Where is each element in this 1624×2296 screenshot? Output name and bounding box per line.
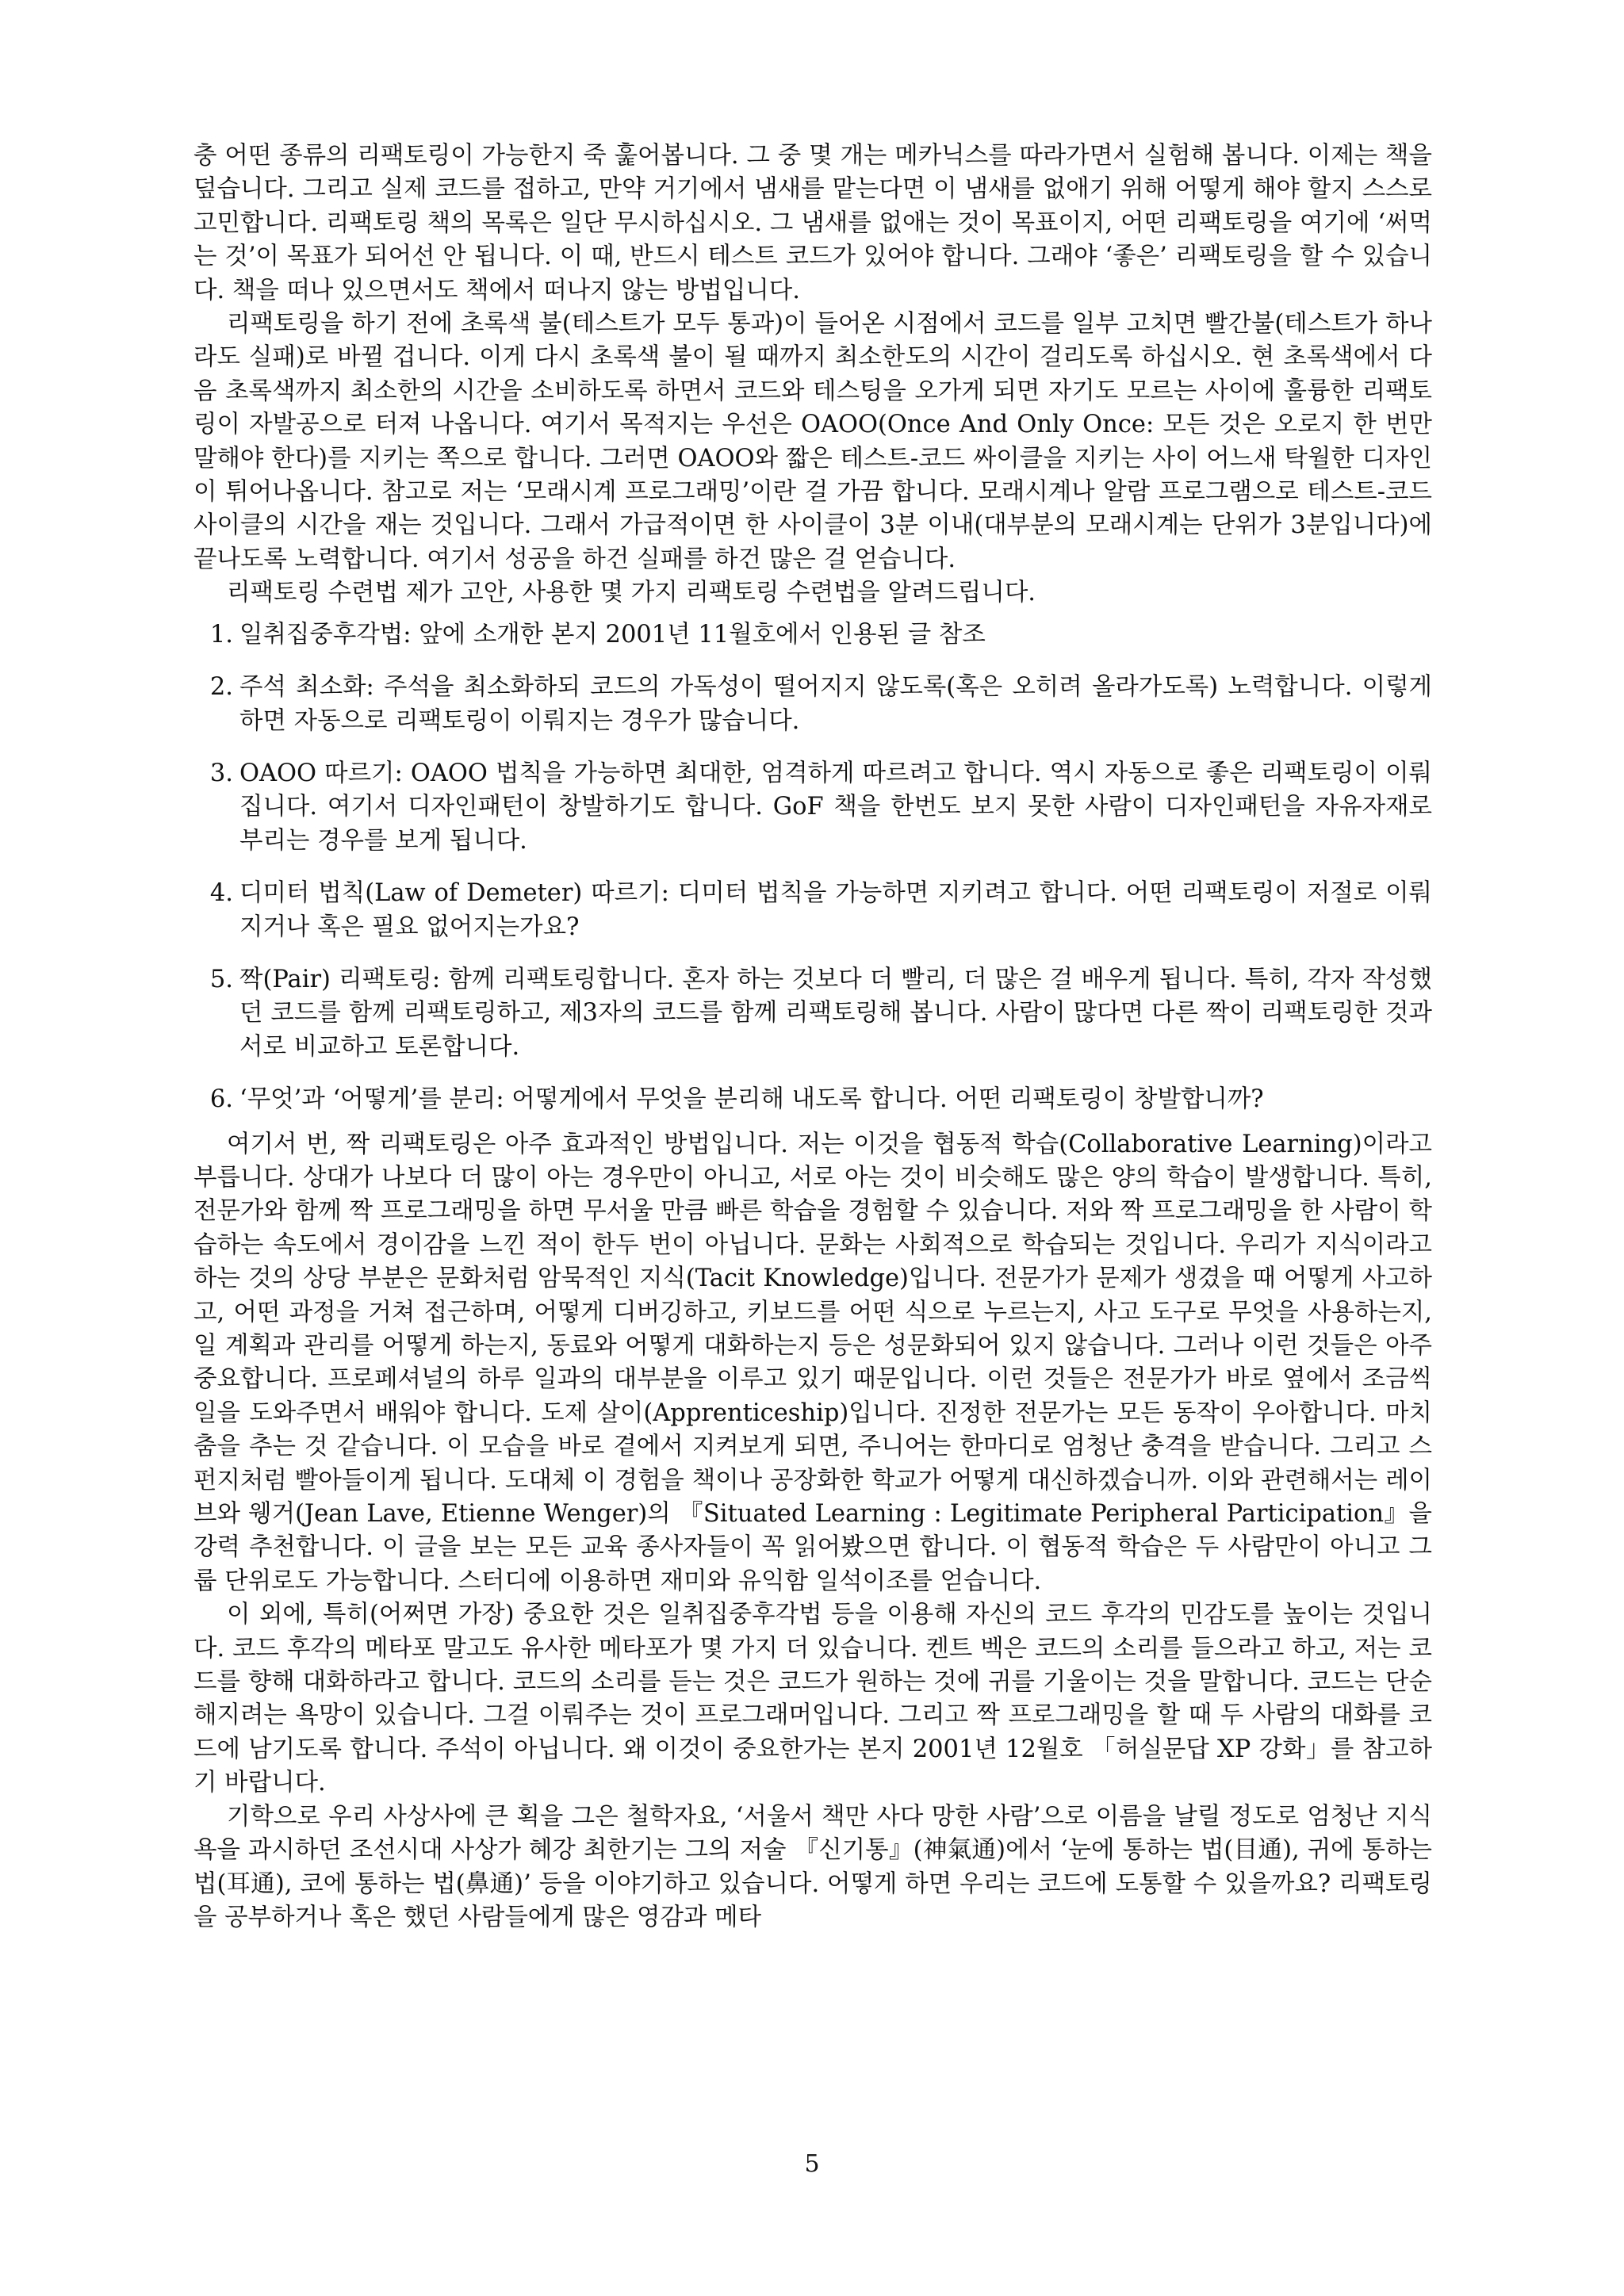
list-item-text: 일취집중후각법: 앞에 소개한 본지 2001년 11월호에서 인용된 글 참조 bbox=[239, 620, 986, 649]
document-body bbox=[193, 140, 1432, 1934]
paragraph-1: 충 어떤 종류의 리팩토링이 가능한지 죽 훑어봅니다. 그 중 몇 개는 메카닉스를 따라가면서 실험해 봅니다. 이제는 책을 덮습니다. 그리고 실제 코드를 접하고, 만약 거기에서 냄새를 맡는다면 이 냄새를 없애기 위해 어떻게 해야 할지 스스로 고민합니다. 리팩토링 책의 목록은 일단 무시하십시오. 그 냄새를 없애는 것이 목표이지, 어떤 리팩토링을 여기에 ‘써먹는 것’이 목표가 되어선 안 됩니다. 이 때, 반드시 테스트 코드가 있어야 합니다. 그래야 ‘좋은’ 리팩토링을 할 수 있습니다. 책을 떠나 있으면서도 책에서 떠나지 않는 방법입니다. bbox=[193, 142, 1432, 304]
list-item bbox=[193, 671, 1432, 738]
paragraph-6: 기학으로 우리 사상사에 큰 획을 그은 철학자요, ‘서울서 책만 사다 망한 사람’으로 이름을 날릴 정도로 엄청난 지식욕을 과시하던 조선시대 사상가 혜강 최한기는 그의 저술 『신기통』(神氣通)에서 ‘눈에 통하는 법(目通), 귀에 통하는 법(耳通), 코에 통하는 법(鼻通)’ 등을 이야기하고 있습니다. 어떻게 하면 우리는 코드에 도통할 수 있을까요? 리팩토링을 공부하거나 혹은 했던 사람들에게 많은 영감과 메타 bbox=[193, 1802, 1432, 1931]
list-item-text: 주석 최소화: 주석을 최소화하되 코드의 가독성이 떨어지지 않도록(혹은 오히려 올라가도록) 노력합니다. 이렇게 하면 자동으로 리팩토링이 이뤄지는 경우가 많습니다. bbox=[239, 673, 1432, 735]
list-item-number: 1. bbox=[209, 620, 233, 649]
list-item bbox=[193, 1083, 1432, 1116]
list-item-text: ‘무엇’과 ‘어떻게’를 분리: 어떻게에서 무엇을 분리해 내도록 합니다. 어떤 리팩토링이 창발합니까? bbox=[239, 1085, 1264, 1114]
page-number: 5 bbox=[804, 2150, 820, 2178]
list-item bbox=[193, 963, 1432, 1064]
list-item-text: 디미터 법칙(Law of Demeter) 따르기: 디미터 법칙을 가능하면 지키려고 합니다. 어떤 리팩토링이 저절로 이뤄지거나 혹은 필요 없어지는가요? bbox=[239, 879, 1432, 941]
paragraph-4: 여기서 번, 짝 리팩토링은 아주 효과적인 방법입니다. 저는 이것을 협동적 학습(Collaborative Learning)이라고 부릅니다. 상대가 나보다 더 많이 아는 경우만이 아니고, 서로 아는 것이 비슷해도 많은 양의 학습이 발생합니다. 특히, 전문가와 함께 짝 프로그래밍을 하면 무서울 만큼 빠른 학습을 경험할 수 있습니다. 저와 짝 프로그래밍을 한 사람이 학습하는 속도에서 경이감을 느낀 적이 한두 번이 아닙니다. 문화는 사회적으로 학습되는 것입니다. 우리가 지식이라고 하는 것의 상당 부분은 문화처럼 암묵적인 지식(Tacit Knowledge)입니다. 전문가가 문제가 생겼을 때 어떻게 사고하고, 어떤 과정을 거쳐 접근하며, 어떻게 디버깅하고, 키보드를 어떤 식으로 누르는지, 사고 도구로 무엇을 사용하는지, 일 계획과 관리를 어떻게 하는지, 동료와 어떻게 대화하는지 등은 성문화되어 있지 않습니다. 그러나 이런 것들은 아주 중요합니다. 프로페셔널의 하루 일과의 대부분을 이루고 있기 때문입니다. 이런 것들은 전문가가 바로 옆에서 조금씩 일을 도와주면서 배워야 합니다. 도제 살이(Apprenticeship)입니다. 진정한 전문가는 모든 동작이 우아합니다. 마치 춤을 추는 것 같습니다. 이 모습을 바로 곁에서 지켜보게 되면, 주니어는 한마디로 엄청난 충격을 받습니다. 그리고 스펀지처럼 빨아들이게 됩니다. 도대체 이 경험을 책이나 공장화한 학교가 어떻게 대신하겠습니까. 이와 관련해서는 레이브와 웽거(Jean Lave, Etienne Wenger)의 『Situated Learning : Legitimate Peripheral Participation』을 강력 추천합니다. 이 글을 보는 모든 교육 종사자들이 꼭 읽어봤으면 합니다. 이 협동적 학습은 두 사람만이 아니고 그룹 단위로도 가능합니다. 스터디에 이용하면 재미와 유익함 일석이조를 얻습니다. bbox=[193, 1130, 1432, 1595]
list-item-number: 4. bbox=[209, 879, 233, 908]
paragraph-5: 이 외에, 특히(어쩌면 가장) 중요한 것은 일취집중후각법 등을 이용해 자신의 코드 후각의 민감도를 높이는 것입니다. 코드 후각의 메타포 말고도 유사한 메타포가 몇 가지 더 있습니다. 켄트 벡은 코드의 소리를 들으라고 하고, 저는 코드를 향해 대화하라고 합니다. 코드의 소리를 듣는 것은 코드가 원하는 것에 귀를 기울이는 것을 말합니다. 코드는 단순해지려는 욕망이 있습니다. 그걸 이뤄주는 것이 프로그래머입니다. 그리고 짝 프로그래밍을 할 때 두 사람의 대화를 코드에 남기도록 합니다. 주석이 아닙니다. 왜 이것이 중요한가는 본지 2001년 12월호 「허실문답 XP 강화」를 참고하기 바랍니다. bbox=[193, 1601, 1432, 1797]
list-item-number: 3. bbox=[209, 759, 233, 787]
paragraph-2: 리팩토링을 하기 전에 초록색 불(테스트가 모두 통과)이 들어온 시점에서 코드를 일부 고치면 빨간불(테스트가 하나라도 실패)로 바뀔 겁니다. 이게 다시 초록색 불이 될 때까지 최소한도의 시간이 걸리도록 하십시오. 현 초록색에서 다음 초록색까지 최소한의 시간을 소비하도록 하면서 코드와 테스팅을 오가게 되면 자기도 모르는 사이에 훌륭한 리팩토링이 자발공으로 터져 나옵니다. 여기서 목적지는 우선은 OAOO(Once And Only Once: 모든 것은 오로지 한 번만 말해야 한다)를 지키는 쪽으로 합니다. 그러면 OAOO와 짧은 테스트-코드 싸이클을 지키는 사이 어느새 탁월한 디자인이 튀어나옵니다. 참고로 저는 ‘모래시계 프로그래밍’이란 걸 가끔 합니다. 모래시계나 알람 프로그램으로 테스트-코드 사이클의 시간을 재는 것입니다. 그래서 가급적이면 한 사이클이 3분 이내(대부분의 모래시계는 단위가 3분입니다)에 끝나도록 노력합니다. 여기서 성공을 하건 실패를 하건 많은 걸 얻습니다. bbox=[193, 310, 1432, 573]
refactoring-methods-list bbox=[193, 618, 1432, 1117]
list-item-text: 짝(Pair) 리팩토링: 함께 리팩토링합니다. 혼자 하는 것보다 더 빨리, 더 많은 걸 배우게 됩니다. 특히, 각자 작성했던 코드를 함께 리팩토링하고, 제3자의 코드를 함께 리팩토링해 봅니다. 사람이 많다면 다른 짝이 리팩토링한 것과 서로 비교하고 토론합니다. bbox=[239, 965, 1432, 1061]
list-item-text: OAOO 따르기: OAOO 법칙을 가능하면 최대한, 엄격하게 따르려고 합니다. 역시 자동으로 좋은 리팩토링이 이뤄집니다. 여기서 디자인패턴이 창발하기도 합니다. GoF 책을 한번도 보지 못한 사람이 디자인패턴을 자유자재로 부리는 경우를 보게 됩니다. bbox=[239, 759, 1432, 855]
list-item bbox=[193, 757, 1432, 858]
list-item bbox=[193, 877, 1432, 944]
list-item-number: 6. bbox=[209, 1085, 233, 1114]
list-item-number: 2. bbox=[209, 673, 233, 702]
list-item-number: 5. bbox=[209, 965, 233, 993]
paragraph-3: 리팩토링 수련법 제가 고안, 사용한 몇 가지 리팩토링 수련법을 알려드립니다. bbox=[227, 579, 1036, 607]
list-item bbox=[193, 618, 1432, 652]
